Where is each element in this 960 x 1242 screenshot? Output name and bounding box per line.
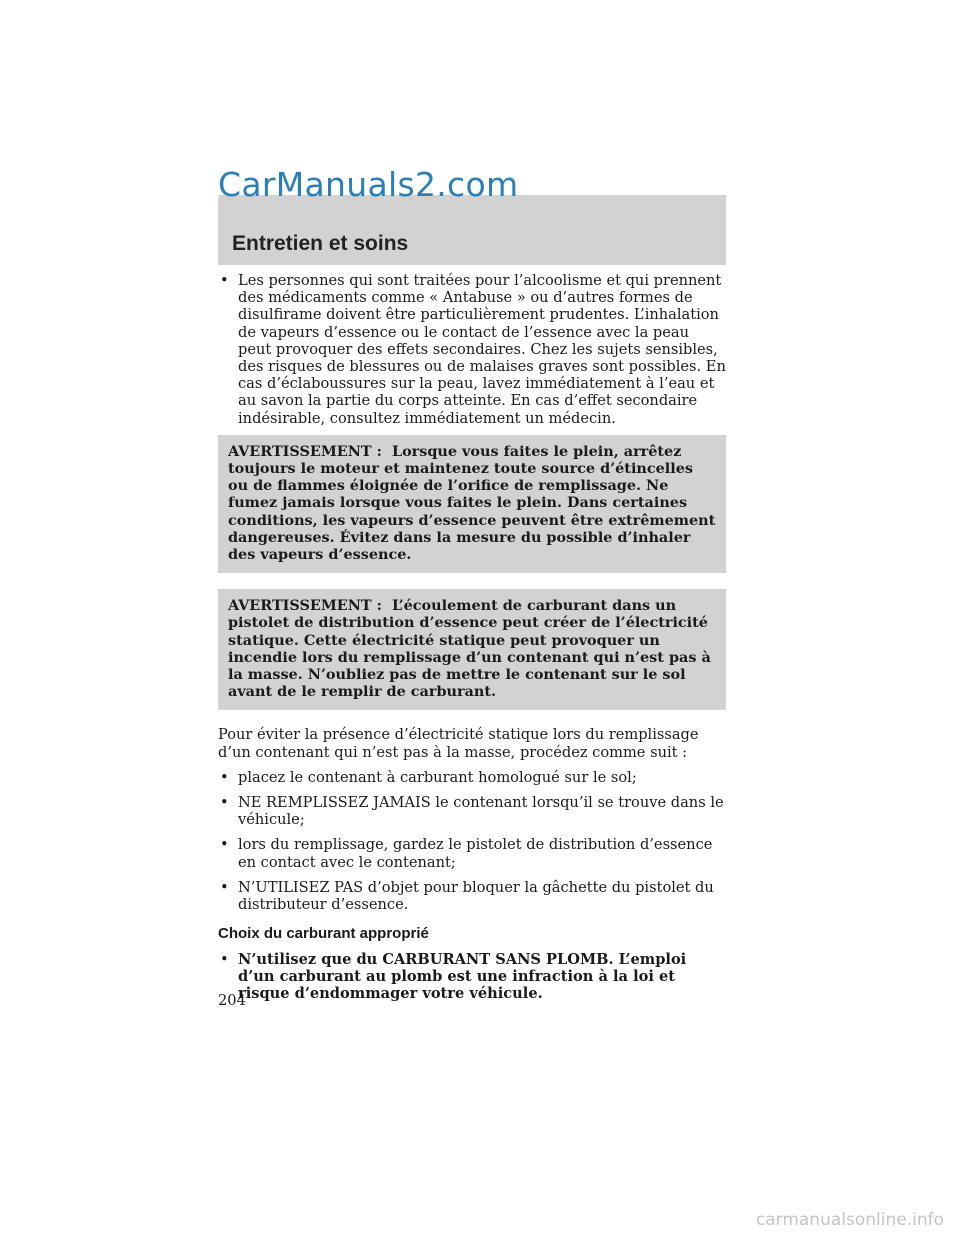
warning-label: AVERTISSEMENT : — [228, 597, 382, 615]
list-item — [218, 879, 726, 913]
warning-box — [218, 589, 726, 710]
section-heading: Choix du carburant approprié — [218, 925, 429, 943]
list-item — [218, 836, 726, 870]
list-item — [218, 769, 726, 786]
watermark-footer-text: carmanualsonline.info — [755, 1210, 944, 1230]
warning-text: L’écoulement de carburant dans un pistolet de distribution d’essence peut créer de l’électricité statique. Cette électricité statique peut provoquer un incendie lors du remplissage d’un contenant qui n’est pas à la masse. N’oubliez pas de mettre le contenant sur le sol avant de le remplir de carburant. — [228, 597, 711, 701]
list-item — [218, 272, 726, 427]
intro-paragraph: Pour éviter la présence d’électricité statique lors du remplissage d’un contenant qui n’est pas à la masse, procédez comme suit : — [218, 726, 699, 761]
bullet-icon: • — [220, 272, 229, 289]
list-item — [218, 951, 726, 1003]
list-item-text: Les personnes qui sont traitées pour l’alcoolisme et qui prennent des médicaments comme « Antabuse » ou d’autres formes de disulfirame doivent être particulièrement prudentes. L’inhalation de vapeurs d’essence ou le contact de l’essence avec la peau peut provoquer des effets secondaires. Chez les sujets sensibles, des risques de blessures ou de malaises graves sont possibles. En cas d’éclaboussures sur la peau, lavez immédiatement à l’eau et au savon la partie du corps atteinte. En cas d’effet secondaire indésirable, consultez immédiatement un médecin. — [238, 272, 726, 427]
bullet-icon: • — [220, 794, 229, 812]
page-number: 204 — [218, 992, 246, 1009]
list-item-text: placez le contenant à carburant homologué sur le sol; — [238, 768, 637, 786]
page-content — [218, 272, 726, 1010]
list-item-text: NE REMPLISSEZ JAMAIS le contenant lorsqu’il se trouve dans le véhicule; — [238, 794, 724, 829]
bullet-icon: • — [220, 836, 229, 854]
warning-label: AVERTISSEMENT : — [228, 442, 382, 460]
section-header-title: Entretien et soins — [232, 232, 409, 255]
list-item-text: N’utilisez que du CARBURANT SANS PLOMB. L’emploi d’un carburant au plomb est une infraction à la loi et risque d’endommager votre véhicule. — [238, 950, 687, 1002]
watermark-logo-text: CarManuals2.com — [218, 165, 519, 204]
bullet-icon: • — [220, 878, 229, 896]
list-item-text: lors du remplissage, gardez le pistolet de distribution d’essence en contact avec le contenant; — [238, 836, 713, 871]
bullet-icon: • — [220, 950, 229, 968]
bullet-icon: • — [220, 768, 229, 786]
list-item — [218, 794, 726, 828]
warning-text: Lorsque vous faites le plein, arrêtez toujours le moteur et maintenez toute source d’étincelles ou de flammes éloignée de l’orifice de remplissage. Ne fumez jamais lorsque vous faites le plein. Dans certaines conditions, les vapeurs d’essence peuvent être extrêmement dangereuses. Évitez dans la mesure du possible d’inhaler des vapeurs d’essence. — [228, 442, 716, 564]
warning-box — [218, 435, 726, 573]
list-item-text: N’UTILISEZ PAS d’objet pour bloquer la gâchette du pistolet du distributeur d’essence. — [238, 878, 714, 914]
